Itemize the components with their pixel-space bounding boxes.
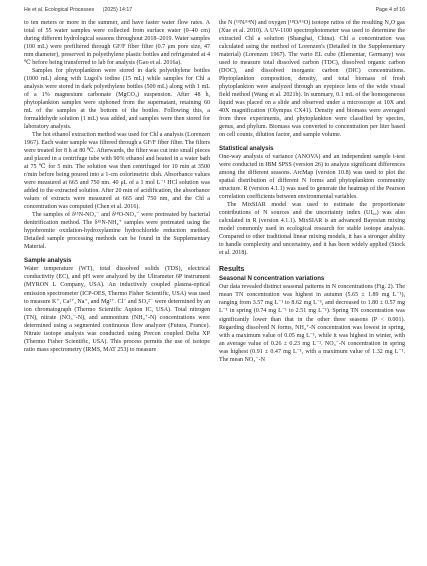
paragraph: The MixSIAR model was used to estimate the proportionate contributions of N sources and the uncertainty index (UI₉₀) was also calculated in R (version 4.1.1). MixSIAR is an advanced Bayesian mixing model commonly used in ecological research for stable isotope analysis. Compared to other traditional linear mixing models, it has a stronger ability to handle complexity and uncertainty, and it has been widely applied (Stock et al. 2018). [219,202,405,257]
paragraph: Samples for phytoplankton were stored in dark polyethylene bottles (1000 mL) along with Lugol's iodine (15 mL) while samples for Chl a analysis were stored in dark polyethylene bottles (500 mL) along with 1 mL of a 1% magnesium carbonate (MgCO₃) suspension. After 48 h, phytoplankton samples were siphoned from the supernatant, retaining 60 mL of the samples at the bottom of the bottles. Following this, a formaldehyde solution (1 mL) was added, and samples were then stored for laboratory analysis. [24,68,210,131]
journal-name: He et al. Ecological Processes [24,7,95,13]
paragraph: The samples of δ¹⁵N-NO₃⁻ and δ¹⁸O-NO₃⁻ were pretreated by bacterial denitrification method. The δ¹⁵N-NH₄⁺ samples were pretreated using the hypobromite oxidation-hydroxylamine hydrochloride reduction method. Detailed sample processing methods can be found in the Supplementary Material. [24,212,210,251]
journal-citation [24,7,132,13]
left-column [24,19,210,354]
paragraph: the N (¹⁵N/¹⁴N) and oxygen (¹⁸O/¹⁶O) isotope ratios of the resulting N₂O gas (Xue et al. 2010). A UV-1100 spectrophotometer was used to determine the extracted Chl a solution (Shanghai, China). Chl a concentration was calculated using the method of Lorenzen's (Detailed in the Supplementary material) (Lorenzen 1967). The vario EL cube (Elementar, Germany) was used to measure total dissolved carbon (TDC), dissolved organic carbon (DOC), and dissolved inorganic carbon (DIC) concentrations. Phytoplankton composition, density, and total biomass of fresh phytoplankton were analyzed through an eyepiece lens of the wide visual field method (Wang et al. 2021b). In summary, 0.1 mL of the homogeneous liquid was placed on a slide and observed under a microscope at 10X and 40X magnification (Olympus CX41). Density and biomass were averaged from three experiments, and phytoplankton were classified by species, genus, and phylum. Biomass was converted to concentration per liter based on cell counts, dilution factor, and sample volume. [219,20,405,139]
paragraph: to ten meters or more in the summer, and have faster water flow rates. A total of 55 water samples were collected from surface water (0–40 cm) during different hydrological seasons throughout 2018–2019. Water samples (100 mL) were prefiltered through GF/F fiber filter (0.7 μm pore size, 47 mm diameter), preserved in polyethylene plastic bottles and refrigerated at 4 ℃ before being transferred to lab for analysis (Gao et al. 2016a). [24,20,210,67]
journal-year-volume: (2025) 14:17 [102,7,133,13]
page-number: Page 4 of 16 [375,7,405,13]
paragraph: Water temperature (WT), total dissolved solids (TDS), electrical conductivity (EC), and pH were analyzed by the Ultrameter 6P instrument (MYRON L Company, USA). An inductively coupled plasma-optical emission spectrometer (ICP-OES, Thermo Fisher Scientific, USA) was used to measure K⁺, Ca²⁺, Na⁺, and Mg²⁺. Cl⁻ and SO₄²⁻ were determined by an ion chromatograph (Thermo Scientific Aquion IC, USA). Total nitrogen (TN), nitrate (NO₃⁻-N), and ammonium (NH₄⁺-N) concentrations were determined using a segmented continuous flow analyzer (Futura, France). Nitrate isotope analysis was conducted using Precon coupled Delta XP (Thermo Fisher Scientific, USA). This process permits the use of isotope ratio mass spectrometry (IRMS, MAT 253) to measure [24,266,210,353]
section-heading-results: Results [219,266,245,274]
paragraph: Our data revealed distinct seasonal patterns in N concentrations (Fig. 2). The mean TN concentration was highest in autumn (5.65 ± 1.89 mg L⁻¹), ranging from 3.57 mg L⁻¹ to 8.62 mg L⁻¹, and decreased to 1.80 ± 0.57 mg L⁻¹ in spring (0.74 mg L⁻¹ to 2.51 mg L⁻¹). Spring TN concentration was significantly lower than that in the other three seasons (P < 0.001). Regarding dissolved N forms, NH₄⁺-N concentration was lowest in spring, with a maximum value of 0.05 mg L⁻¹, while it was highest in winter, with an average value of 0.26 ± 0.23 mg L⁻¹. NO₃⁻-N concentration in spring was highest (0.91 ± 0.47 mg L⁻¹, with a maximum value of 1.32 mg L⁻¹. The mean NO₃⁻-N [219,284,405,363]
subsection-heading-seasonal-n: Seasonal N concentration variations [219,275,325,283]
paragraph: The hot ethanol extraction method was used for Chl a analysis (Lorenzen 1967). Each water sample was filtered through a GF/F fiber filter. The filters were treated for 8 h at 80 ℃. Afterwards, the filter was cut into small pieces and placed in a centrifuge tube with 90% ethanol and heated in a water bath at 75 ℃ for 5 min. The solution was then centrifuged for 10 min at 3500 r/min before being poured into a 1-cm colorimetric dish. Absorbance values were measured at 665 and 750 nm. 40 μL of a 1 mol L⁻¹ HCl solution was added to the extracted solution. After 20 min of acidification, the absorbance values of extracts were measured at 665 and 750 nm, and the Chl a concentration was computed (Chen et al. 2016). [24,132,210,211]
paragraph: One-way analysis of variance (ANOVA) and an independent sample t-test were conducted in IBM SPSS (version 26) to analyze significant differences among the different seasons. ArcMap (version 10.8) was used to plot the spatial distribution of different N forms and phytoplankton community structure. R (version 4.1.1) was used to generate the heatmap of the Pearson correlation coefficients between environmental variables. [219,154,405,201]
section-heading-statistical-analysis: Statistical analysis [219,145,274,153]
right-column [219,19,405,364]
section-heading-sample-analysis: Sample analysis [24,257,72,265]
